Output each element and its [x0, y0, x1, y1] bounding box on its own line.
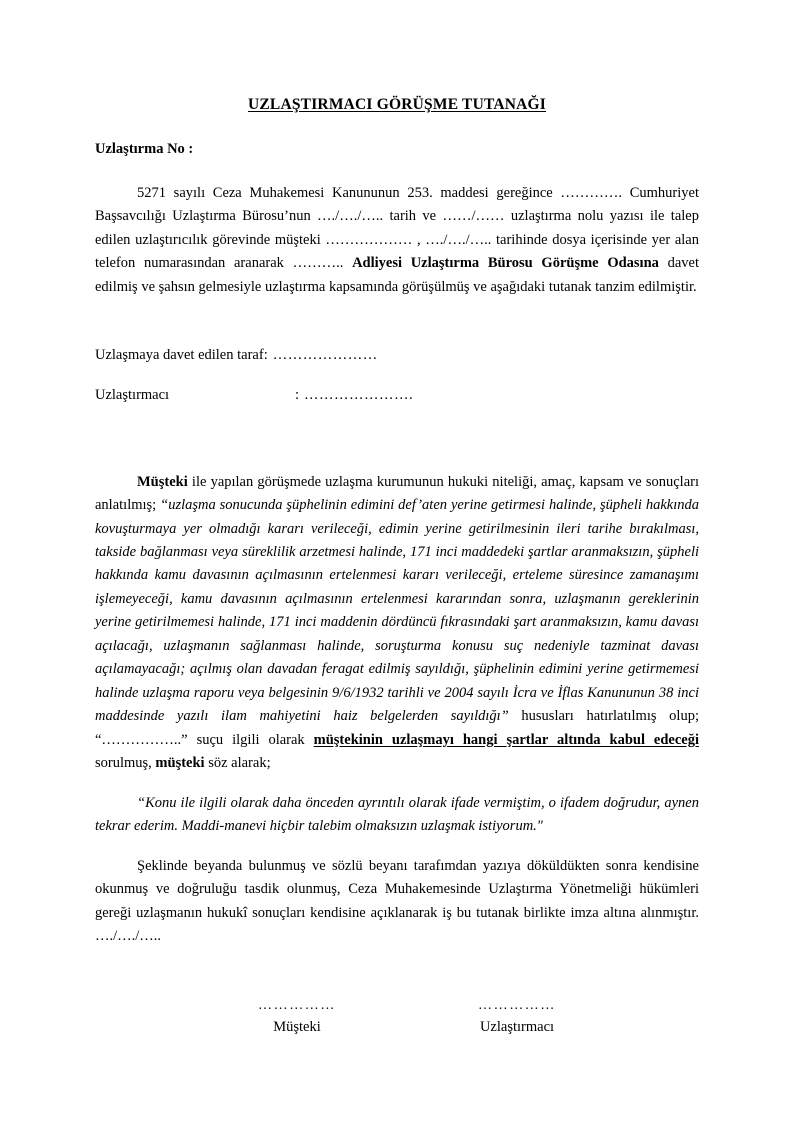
intro-bold-office: Adliyesi Uzlaştırma Bürosu Görüşme Odasına	[352, 255, 659, 272]
main-paragraph	[95, 471, 699, 776]
intro-part2: davet edilmiş ve şahsın gelmesiyle uzlaştırma kapsamında görüşülmüş ve aşağıdaki tutanak tanzim edilmiştir.	[95, 255, 700, 295]
signature-line-mediator: ……………	[478, 997, 556, 1013]
main-pre-quote: ile yapılan görüşmede uzlaşma kurumunun hukuki niteliği, amaç, kapsam ve sonuçları anlatılmış;	[95, 473, 699, 514]
closing-paragraph: Şeklinde beyanda bulunmuş ve sözlü beyanı tarafımdan yazıya döküldükten sonra kendisine okunmuş ve doğruluğu tasdik olunmuş, Ceza Muhakemesinde Uzlaştırma Yönetmeliği hükümleri gereği uzlaşmanın hukukî sonuçları kendisine açıklanarak iş bu tutanak birlikte imza altına alınmıştır. …./…./…..	[95, 857, 699, 945]
signature-label-mediator: Uzlaştırmacı	[479, 1018, 555, 1035]
spacer-after-parties	[95, 425, 699, 471]
main-crime-placeholder: “……………..”	[95, 731, 188, 748]
spacer-after-intro	[95, 299, 699, 345]
main-legal-quote: “uzlaşma sonucunda şüphelinin edimini def’aten yerine getirmesi halinde, şüpheli hakkında kovuşturmaya yer olmadığı kararı verileceği, edimin yerine getirilmesinin ileri tarihe bırakılması, takside bağlanması veya süreklilik arzetmesi halinde, 171 inci maddedeki şartlar aranmaksızın, şüpheli hakkında kamu davasının açılmasının ertelenmesi kararı verileceği, erteleme süresince zamanaşımı işlemeyeceği, kamu davasının açılmasının ertelenmesi kararından sonra, uzlaşmanın gereklerinin yerine getirilmemesi halinde, 171 inci maddenin dördüncü fıkrasındaki şart aranmaksızın, kamu davası açılacağı, uzlaşmanın sağlanması halinde, soruşturma konusu suç nedeniyle tazminat davası açılamayacağı; açılmış olan davadan feragat edilmiş sayıldığı, şüphelinin edimini yerine getirmemesi halinde uzlaşma raporu veya belgesinin 9/6/1932 tarihli ve 2004 sayılı İcra ve İflas Kanununun 38 inci maddesinde yazılı ilam mahiyetini haiz belgelerden sayıldığı”	[95, 497, 699, 725]
reconciliation-no-label: Uzlaştırma No :	[95, 140, 194, 157]
document-content	[95, 96, 699, 1038]
signature-block	[95, 995, 699, 1039]
intro-part1: 5271 sayılı Ceza Muhakemesi Kanununun 253. maddesi gereğince …………. Cumhuriyet Başsavcılığı Uzlaştırma Bürosu’nun …./…./….. tarih ve ……/…… uzlaştırma nolu yazısı ile talep edilen uzlaştırıcılık görevinde müşteki ……………… , …./…./….. tarihinde dosya içerisinde yer alan telefon numarasından aranarak ………..	[95, 184, 699, 272]
main-post-quote-3: sorulmuş,	[95, 755, 156, 772]
party-label-invited: Uzlaşmaya davet edilen taraf	[95, 347, 264, 364]
main-bold-underline-question: müştekinin uzlaşmayı hangi şartlar altında kabul edeceği	[313, 731, 700, 748]
main-bold-witness: müşteki	[155, 755, 205, 772]
party-colon-mediator: :	[295, 386, 300, 403]
party-label-mediator: Uzlaştırmacı	[95, 386, 170, 403]
main-post-quote-4: söz alarak;	[204, 755, 271, 772]
signature-mediator	[407, 995, 627, 1039]
page-title	[95, 96, 699, 115]
party-row-invited	[95, 345, 699, 367]
spacer-before-closing	[95, 839, 699, 855]
page-title-text: UZLAŞTIRMACI GÖRÜŞME TUTANAĞI	[247, 96, 547, 113]
main-post-quote-1: hususları hatırlatılmış olup;	[508, 708, 699, 725]
party-value-mediator: ………………….	[304, 386, 414, 403]
intro-paragraph	[95, 182, 699, 299]
party-row-mediator	[95, 385, 699, 407]
party-value-invited: …………………	[272, 347, 378, 364]
witness-statement: “Konu ile ilgili olarak daha önceden ayrıntılı olarak ifade vermiştim, o ifadem doğrudur, aynen tekrar ederim. Maddi-manevi hiçbir talebim olmaksızın uzlaşmak istiyorum."	[95, 794, 699, 835]
signature-label-witness: Müşteki	[273, 1018, 321, 1035]
main-post-quote-2: suçu ilgili olarak	[187, 731, 314, 748]
signature-witness	[187, 995, 407, 1039]
spacer-before-statement	[95, 776, 699, 792]
signature-line-witness: ……………	[258, 997, 336, 1013]
main-bold-lead: Müşteki	[137, 473, 188, 490]
parties-block	[95, 345, 699, 407]
party-colon-invited: :	[263, 347, 268, 364]
